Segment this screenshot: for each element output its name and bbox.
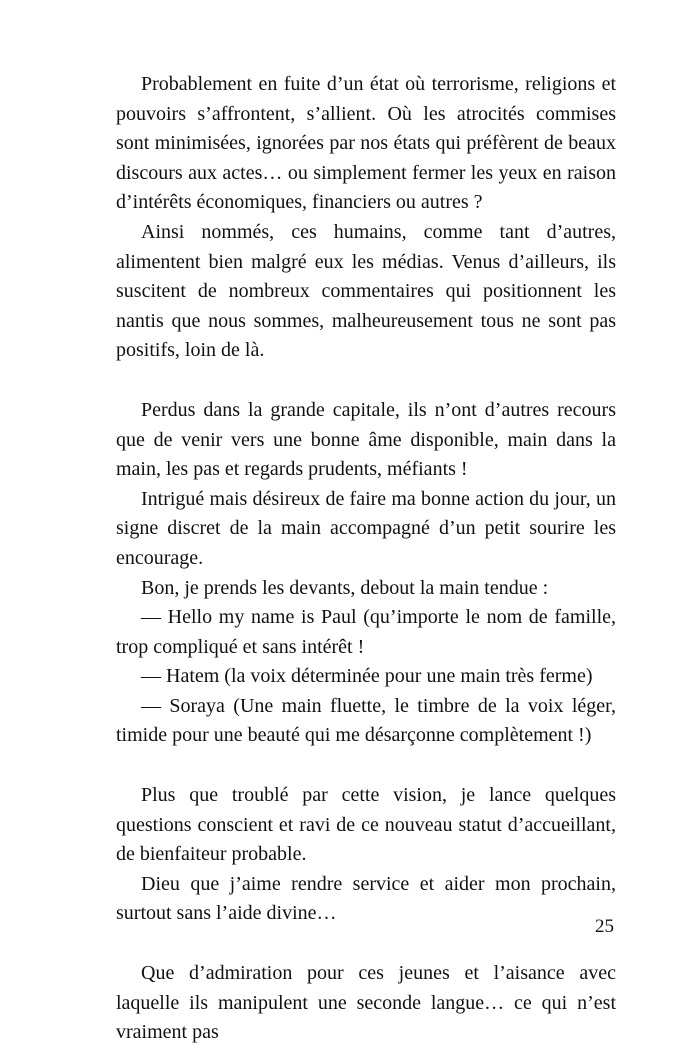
dialogue-line: — Hello my name is Paul (qu’importe le nom de famille, trop compliqué et sans intérêt ! xyxy=(116,606,616,658)
text-section xyxy=(116,781,616,929)
paragraph: Que d’admiration pour ces jeunes et l’aisance avec laquelle ils manipulent une seconde langue… ce qui n’est vraiment pas xyxy=(116,962,616,1044)
paragraph: Bon, je prends les devants, debout la main tendue : xyxy=(141,576,549,599)
paragraph: Perdus dans la grande capitale, ils n’ont d’autres recours que de venir vers une bonne âme disponible, main dans la main, les pas et regards prudents, méfiants ! xyxy=(116,398,616,481)
dialogue-line: — Hatem (la voix déterminée pour une main très ferme) xyxy=(141,665,593,688)
text-section xyxy=(116,396,616,751)
paragraph: Ainsi nommés, ces humains, comme tant d’autres, alimentent bien malgré eux les médias. Venus d’ailleurs, ils suscitent de nombreux commentaires qui positionnent les nantis que nous sommes, malheureusement tous ne sont pas positifs, loin de là. xyxy=(116,220,616,362)
paragraph: Plus que troublé par cette vision, je lance quelques questions conscient et ravi de ce nouveau statut d’accueillant, de bienfaiteur probable. xyxy=(116,784,616,866)
book-page-body xyxy=(116,70,616,1048)
paragraph: Probablement en fuite d’un état où terrorisme, religions et pouvoirs s’affrontent, s’allient. Où les atrocités commises sont minimisées, ignorées par nos états qui préfèrent de beaux discours aux actes… ou simplement fermer les yeux en raison d’intérêts économiques, financiers ou autres ? xyxy=(116,73,616,214)
paragraph: Intrigué mais désireux de faire ma bonne action du jour, un signe discret de la main accompagné d’un petit sourire les encourage. xyxy=(116,487,616,569)
section-break xyxy=(116,929,616,959)
page-number: 25 xyxy=(595,916,614,937)
text-section xyxy=(116,70,616,366)
section-break xyxy=(116,366,616,396)
section-break xyxy=(116,751,616,781)
text-section xyxy=(116,959,616,1048)
dialogue-line: — Soraya (Une main fluette, le timbre de la voix léger, timide pour une beauté qui me désarçonne complètement !) xyxy=(116,694,616,747)
paragraph: Dieu que j’aime rendre service et aider mon prochain, surtout sans l’aide divine… xyxy=(116,872,616,925)
